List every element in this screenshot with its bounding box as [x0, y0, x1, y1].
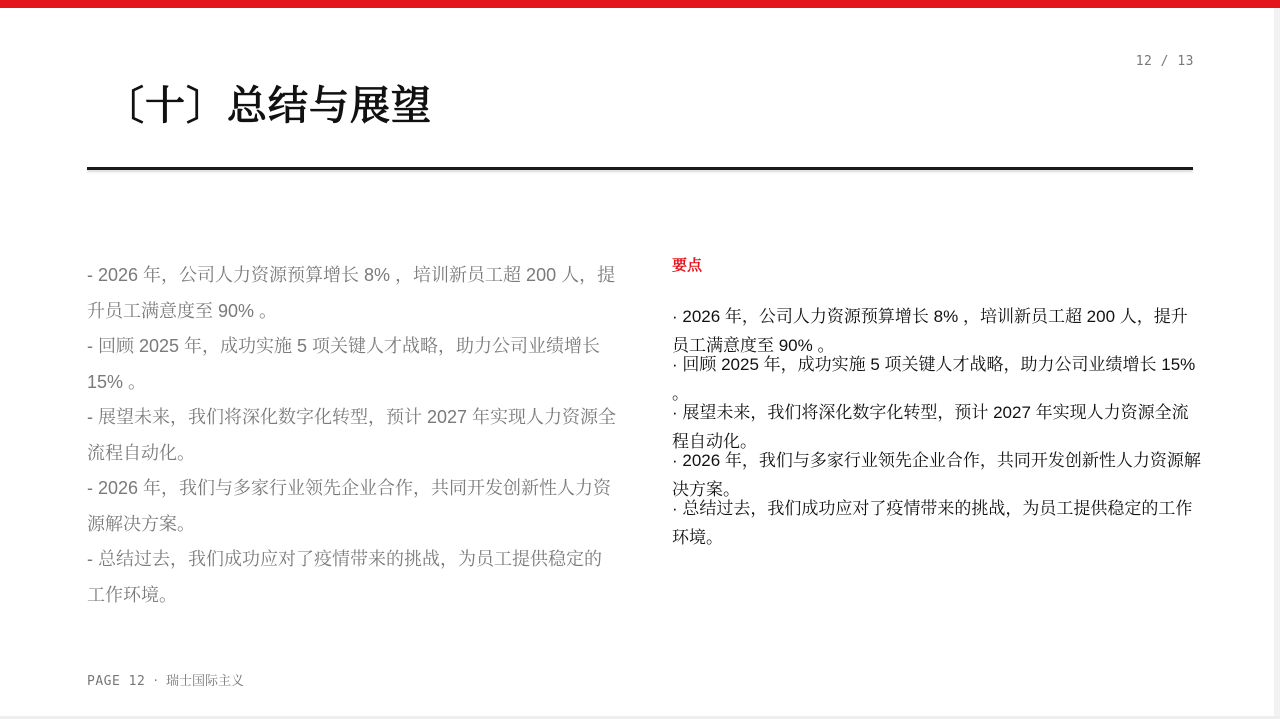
key-point-item: · 2026 年，公司人力资源预算增长 8% ，培训新员工超 200 人，提升员工满意度至 90% 。 [672, 307, 1188, 355]
main-point-item: - 回顾 2025 年，成功实施 5 项关键人才战略，助力公司业绩增长 15% 。 [87, 336, 601, 392]
footer-page-label: PAGE 12 [87, 674, 146, 689]
key-point-item: · 回顾 2025 年，成功实施 5 项关键人才战略，助力公司业绩增长 15% 。 [672, 355, 1196, 403]
footer-separator: · [153, 674, 158, 689]
key-point-item: · 展望未来，我们将深化数字化转型，预计 2027 年实现人力资源全流程自动化。 [672, 403, 1189, 451]
right-edge-strip [1274, 8, 1280, 719]
key-point-item: · 2026 年，我们与多家行业领先企业合作，共同开发创新性人力资源解决方案。 [672, 451, 1201, 499]
footer-org: 瑞士国际主义 [165, 674, 244, 689]
main-points-list [87, 258, 617, 613]
main-point-item: - 2026 年，我们与多家行业领先企业合作，共同开发创新性人力资源解决方案。 [87, 478, 612, 534]
main-point-item: - 总结过去，我们成功应对了疫情带来的挑战，为员工提供稳定的工作环境。 [87, 549, 602, 605]
key-points-label: 要点 [672, 256, 703, 274]
title-divider [87, 167, 1193, 170]
top-accent-bar [0, 0, 1280, 8]
main-point-item: - 2026 年，公司人力资源预算增长 8% ，培训新员工超 200 人，提升员工满意度至 90% 。 [87, 265, 616, 321]
main-point-item: - 展望未来，我们将深化数字化转型，预计 2027 年实现人力资源全流程自动化。 [87, 407, 617, 463]
slide-title: 〔十〕总结与展望 [104, 83, 432, 129]
key-points-list [672, 302, 1202, 547]
key-point-item: · 总结过去，我们成功应对了疫情带来的挑战，为员工提供稳定的工作环境。 [672, 499, 1193, 547]
page-counter: 12 / 13 [1135, 54, 1194, 69]
slide-footer [87, 670, 244, 689]
